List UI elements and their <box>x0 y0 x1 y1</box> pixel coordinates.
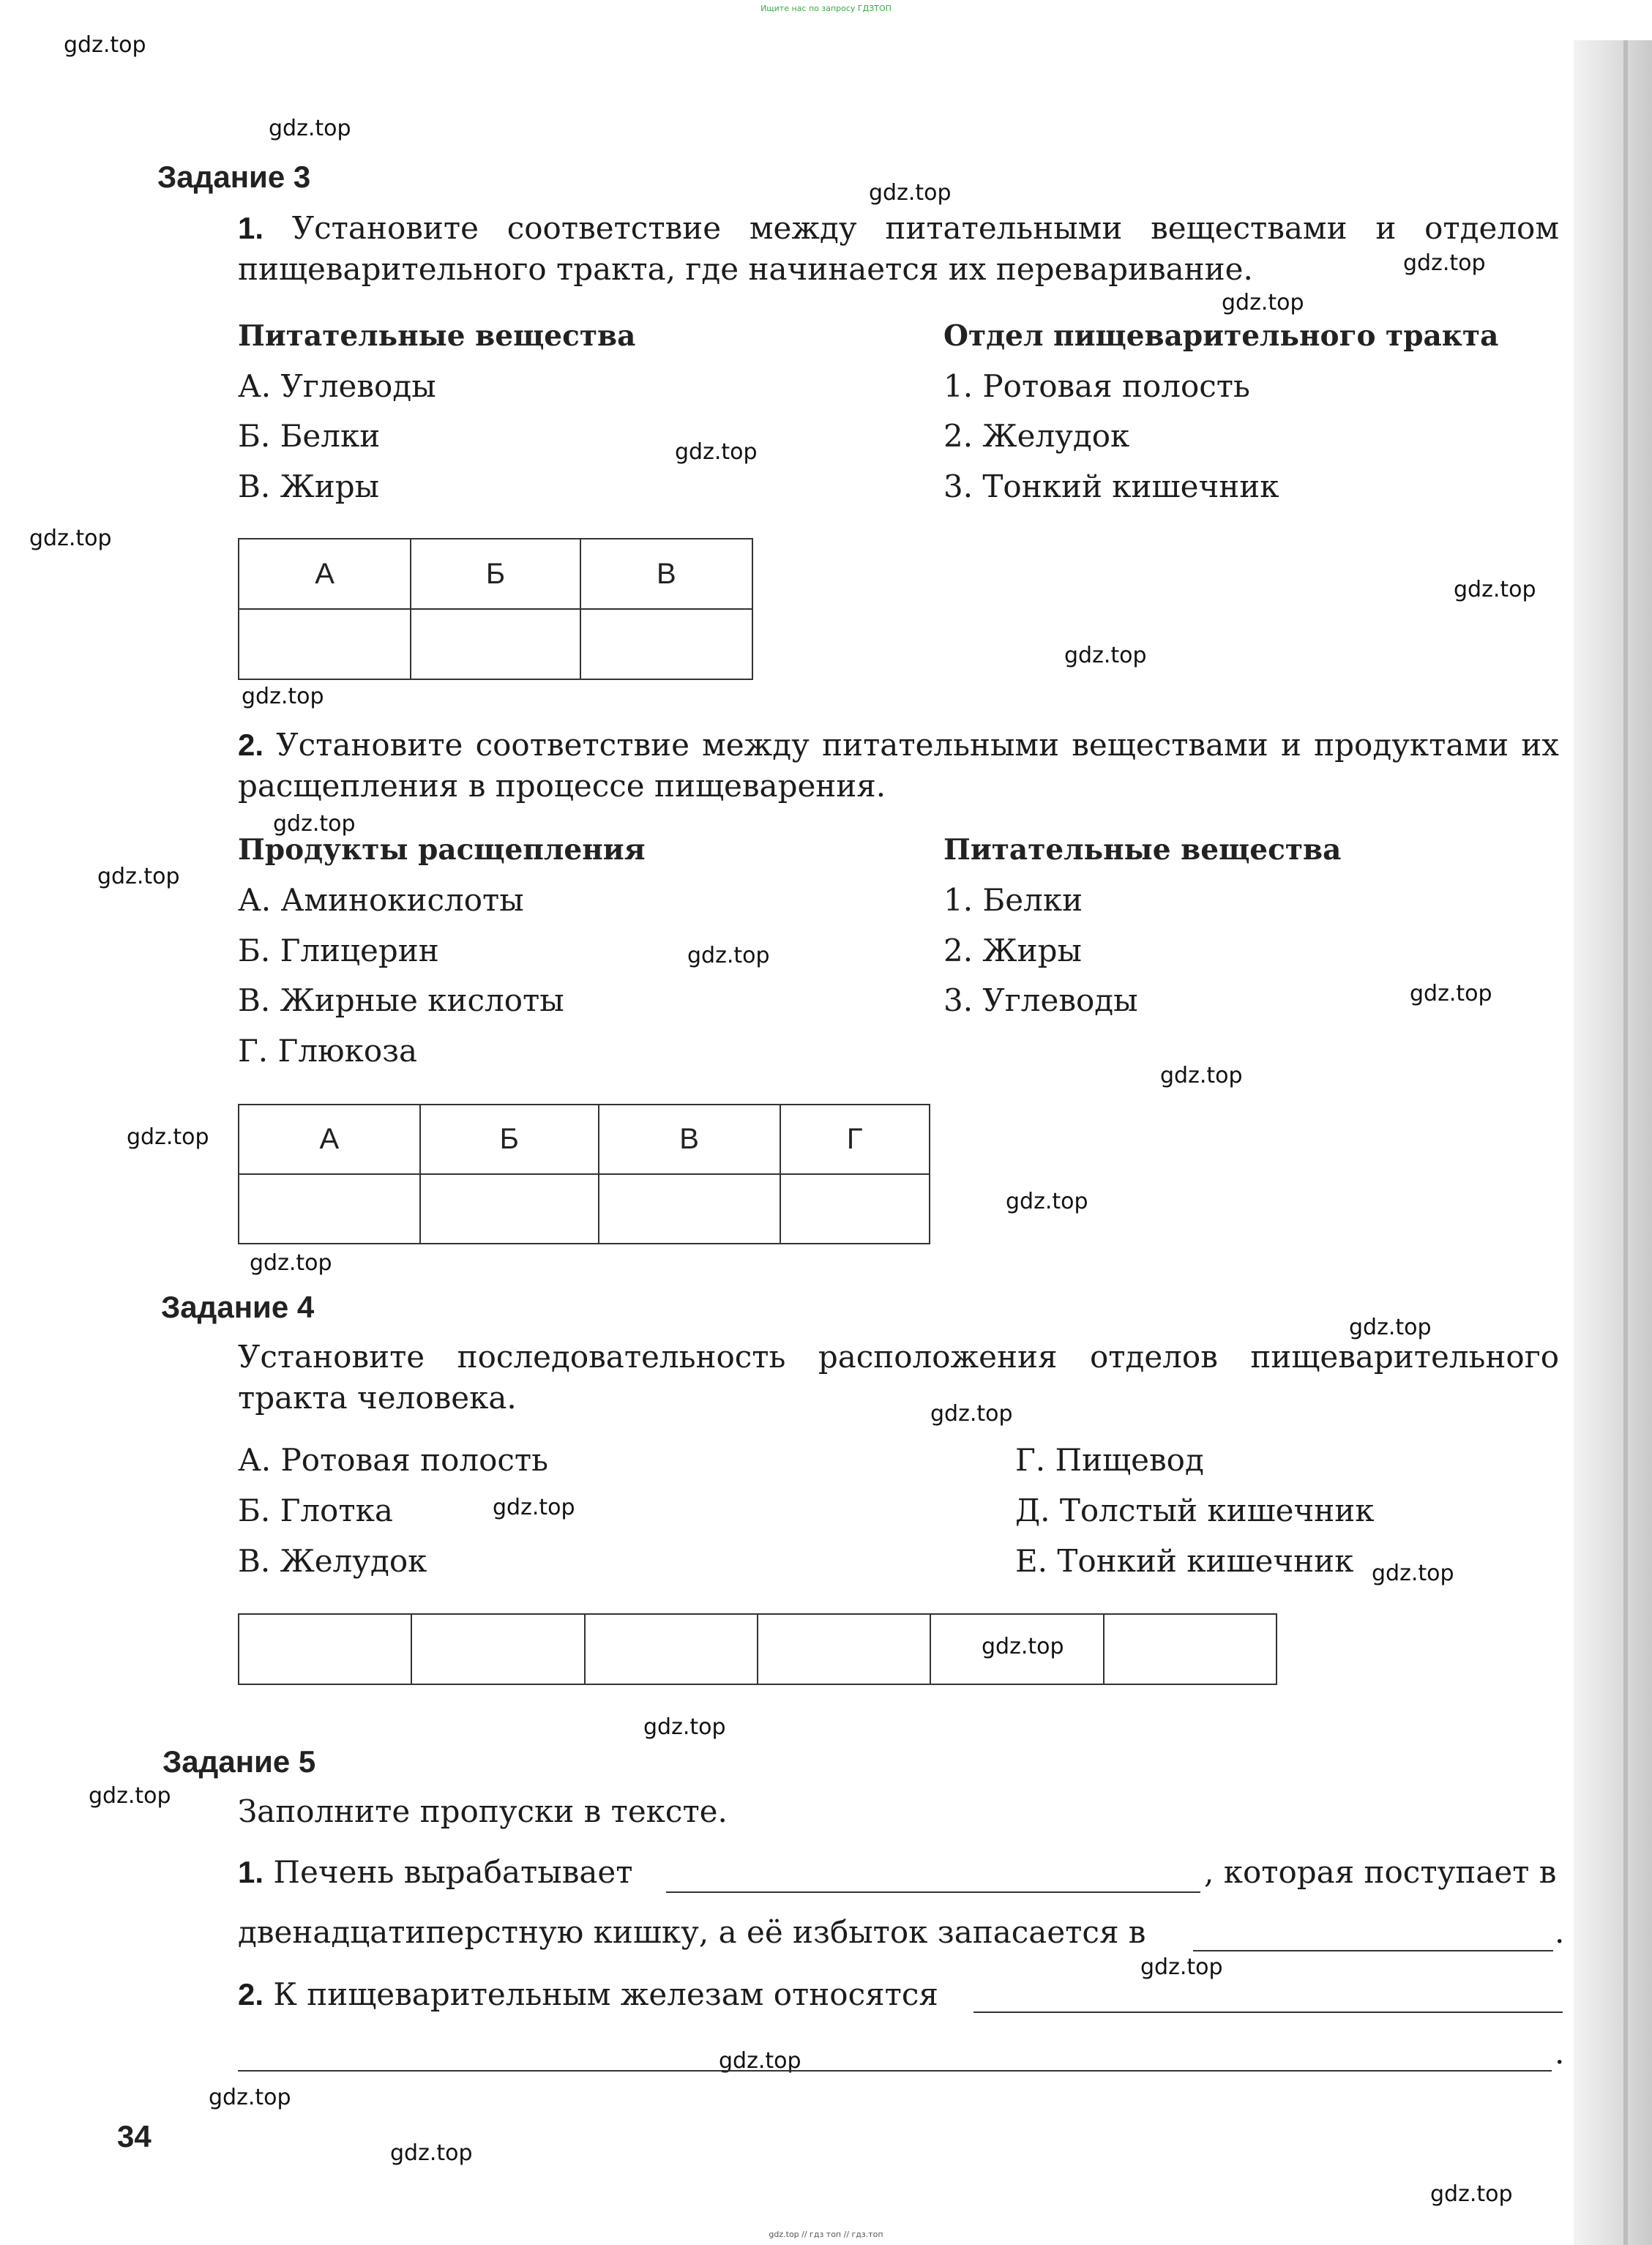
blank-bile[interactable] <box>666 1891 1200 1893</box>
task4-answer-table <box>238 1613 1277 1685</box>
task3-q2-right-item: 1. Белки <box>943 882 1083 918</box>
task3-q2-text <box>238 725 1559 807</box>
task5-q2-start <box>238 1976 938 2012</box>
answer-cell[interactable] <box>585 1614 758 1684</box>
task3-q2-question: Установите соответствие между питательными веществами и продуктами их расщепления в процессе пищеварения. <box>238 727 1559 804</box>
task3-q2-answer-table <box>238 1104 930 1244</box>
task3-q1-number: 1. <box>238 211 264 245</box>
task5-q1-part3: двенадцатиперстную кишку, а её избыток запасается в <box>238 1914 1146 1950</box>
answer-col-header: В <box>580 539 752 609</box>
task5-q2-part1: К пищеварительным железам относятся <box>273 1976 938 2012</box>
answer-col-header: В <box>599 1105 780 1174</box>
watermark: gdz.top <box>719 2048 801 2074</box>
watermark: gdz.top <box>982 1634 1064 1659</box>
watermark: gdz.top <box>97 864 180 889</box>
task4-text: Установите последовательность расположения отделов пищеварительного тракта человека. <box>238 1339 1559 1416</box>
task3-q1-right-item: 2. Желудок <box>943 418 1130 454</box>
watermark: gdz.top <box>250 1250 332 1276</box>
watermark: gdz.top <box>1064 643 1147 668</box>
watermark: gdz.top <box>29 526 112 551</box>
watermark: gdz.top <box>687 943 770 968</box>
blank-storage[interactable] <box>1193 1950 1553 1951</box>
task4-left-item: В. Желудок <box>238 1543 427 1579</box>
answer-cell[interactable] <box>239 1614 411 1684</box>
task5-q1-part2: , которая поступает в <box>1204 1854 1557 1890</box>
task3-q2-left-item: Б. Глицерин <box>238 933 439 968</box>
task3-title: Задание 3 <box>157 160 311 194</box>
task3-q1-right-item: 1. Ротовая полость <box>943 368 1250 404</box>
task3-q1-answer-table <box>238 538 753 680</box>
watermark: gdz.top <box>64 32 146 58</box>
answer-col-header: А <box>239 539 411 609</box>
task5-title: Задание 5 <box>162 1744 316 1779</box>
answer-cell[interactable] <box>580 609 752 679</box>
task3-q1-text <box>238 208 1559 290</box>
watermark: gdz.top <box>390 2140 473 2166</box>
task3-q2-right-item: 2. Жиры <box>943 933 1082 968</box>
answer-cell[interactable] <box>411 609 580 679</box>
task5-q1-number: 1. <box>238 1855 264 1889</box>
page-number: 34 <box>117 2119 152 2154</box>
watermark: gdz.top <box>675 439 758 465</box>
watermark: gdz.top <box>493 1495 575 1520</box>
task5-q2-number: 2. <box>238 1977 264 2011</box>
task3-q2-right-item: 3. Углеводы <box>943 982 1138 1018</box>
watermark: gdz.top <box>273 811 356 837</box>
answer-cell[interactable] <box>239 1174 420 1244</box>
watermark: gdz.top <box>869 180 952 206</box>
watermark: gdz.top <box>930 1401 1013 1427</box>
watermark: gdz.top <box>643 1714 726 1740</box>
watermark: gdz.top <box>1430 2181 1513 2207</box>
watermark: gdz.top <box>1140 1954 1223 1980</box>
watermark: gdz.top <box>269 116 351 141</box>
watermark: gdz.top <box>1349 1315 1432 1340</box>
watermark: gdz.top <box>1372 1561 1454 1586</box>
task5-intro: Заполните пропуски в тексте. <box>238 1793 728 1829</box>
watermark: gdz.top <box>1160 1063 1243 1088</box>
task3-q1-left-item: В. Жиры <box>238 468 380 504</box>
watermark: gdz.top <box>127 1124 209 1150</box>
page-shadow <box>1574 40 1652 2245</box>
watermark: gdz.top <box>1454 577 1536 602</box>
task3-q2-right-header: Питательные вещества <box>943 833 1342 867</box>
task3-q2-left-item: В. Жирные кислоты <box>238 982 564 1018</box>
header-note: Ищите нас по запросу ГДЗТОП <box>760 4 892 13</box>
task4-right-item: Е. Тонкий кишечник <box>1015 1543 1354 1579</box>
task3-q2-left-item: Г. Глюкоза <box>238 1033 418 1069</box>
answer-cell[interactable] <box>930 1614 1103 1684</box>
answer-col-header: Г <box>780 1105 930 1174</box>
task3-q2-number: 2. <box>238 728 264 762</box>
task5-q2-end: . <box>1555 2035 1565 2071</box>
watermark: gdz.top <box>1006 1189 1088 1214</box>
task3-q1-question: Установите соответствие между питательными веществами и отделом пищеварительного тракта, где начинается их переваривание. <box>238 210 1560 287</box>
task5-q1-line1-start <box>238 1854 632 1890</box>
task4-left-item: А. Ротовая полость <box>238 1442 548 1478</box>
task4-right-item: Д. Толстый кишечник <box>1015 1493 1375 1528</box>
answer-cell[interactable] <box>239 609 411 679</box>
answer-cell[interactable] <box>1104 1614 1277 1684</box>
answer-cell[interactable] <box>420 1174 599 1244</box>
watermark: gdz.top <box>242 684 324 709</box>
watermark: gdz.top <box>209 2085 291 2110</box>
task5-q1-part1: Печень вырабатывает <box>273 1854 633 1890</box>
task3-q1-left-item: А. Углеводы <box>238 368 436 404</box>
answer-cell[interactable] <box>599 1174 780 1244</box>
answer-cell[interactable] <box>411 1614 584 1684</box>
watermark: gdz.top <box>1222 290 1304 315</box>
blank-glands-continued[interactable] <box>238 2070 1552 2072</box>
page-edge <box>1623 40 1628 2245</box>
task4-right-item: Г. Пищевод <box>1015 1442 1204 1478</box>
task3-q2-left-item: А. Аминокислоты <box>238 882 524 918</box>
task4-left-item: Б. Глотка <box>238 1493 393 1528</box>
footer-note: gdz.top // гдз топ // гдз.топ <box>769 2230 883 2239</box>
watermark: gdz.top <box>89 1783 171 1809</box>
watermark: gdz.top <box>1403 250 1486 276</box>
answer-col-header: А <box>239 1105 420 1174</box>
answer-cell[interactable] <box>780 1174 930 1244</box>
answer-col-header: Б <box>420 1105 599 1174</box>
task3-q1-right-item: 3. Тонкий кишечник <box>943 468 1279 504</box>
answer-col-header: Б <box>411 539 580 609</box>
task5-q1-end: . <box>1555 1914 1565 1950</box>
watermark: gdz.top <box>1410 981 1492 1006</box>
task3-q1-left-item: Б. Белки <box>238 418 381 454</box>
task3-q1-right-header: Отдел пищеварительного тракта <box>943 319 1499 353</box>
task3-q2-left-header: Продукты расщепления <box>238 833 646 867</box>
task4-title: Задание 4 <box>161 1290 315 1324</box>
answer-cell[interactable] <box>758 1614 930 1684</box>
blank-glands[interactable] <box>973 2011 1563 2013</box>
task3-q1-left-header: Питательные вещества <box>238 319 636 353</box>
